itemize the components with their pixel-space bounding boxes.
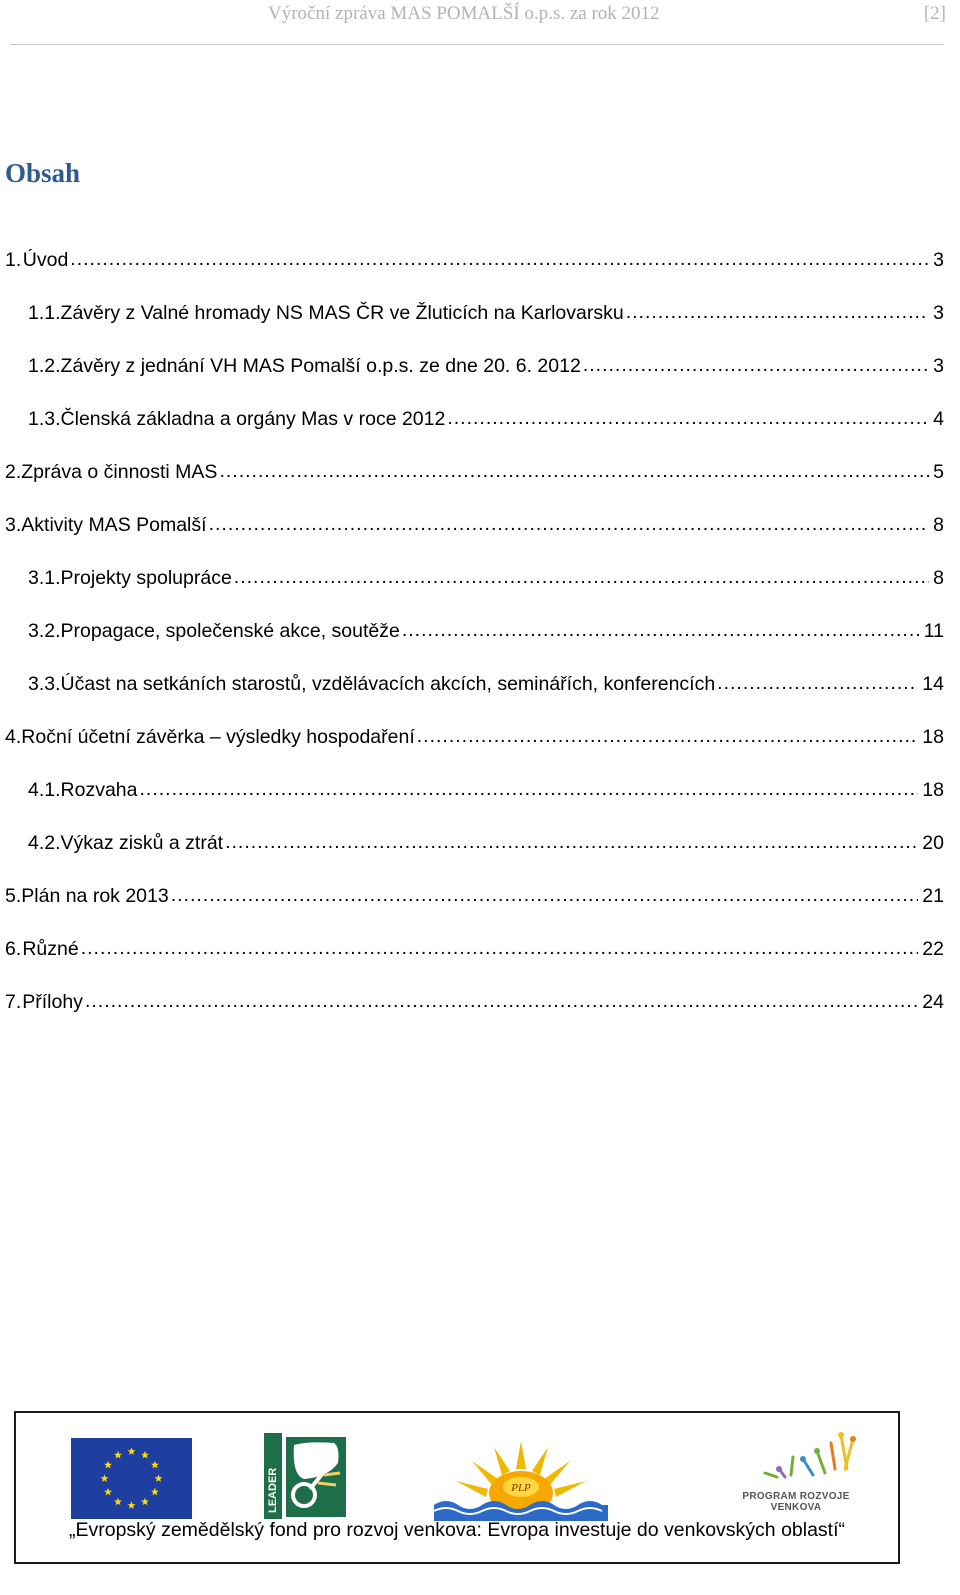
toc-entry-title: Plán na rok 2013 xyxy=(21,885,169,907)
toc-entry-page: 24 xyxy=(922,991,944,1013)
toc-dot-leader xyxy=(402,619,920,642)
toc-entry-number: 3.1. xyxy=(28,567,61,589)
toc-dot-leader xyxy=(81,937,919,960)
toc-entry[interactable] xyxy=(5,726,944,756)
toc-entry-title: Rozvaha xyxy=(60,779,138,801)
toc-entry[interactable] xyxy=(5,514,944,544)
toc-entry-title: Propagace, společenské akce, soutěže xyxy=(60,620,400,642)
toc-entry-number: 2. xyxy=(5,461,22,483)
toc-entry-page: 20 xyxy=(922,832,944,854)
toc-heading: Obsah xyxy=(5,158,81,188)
toc-entry-number: 5. xyxy=(5,885,22,907)
toc-entry-title: Výkaz zisků a ztrát xyxy=(60,832,224,854)
header-divider xyxy=(10,44,944,45)
toc-entry-page: 14 xyxy=(922,673,944,695)
svg-text:PLP: PLP xyxy=(511,1482,531,1494)
header-page-number: [2] xyxy=(923,3,946,24)
toc-entry-title: Členská základna a orgány Mas v roce 2012 xyxy=(60,408,446,430)
toc-entry-page: 21 xyxy=(922,885,944,907)
leader-logo-icon xyxy=(264,1433,348,1519)
toc-entry-title: Závěry z jednání VH MAS Pomalší o.p.s. ze dne 20. 6. 2012 xyxy=(60,355,581,377)
toc-entry[interactable] xyxy=(28,302,944,332)
toc-entry-title: Úvod xyxy=(22,249,69,271)
toc-entry-page: 8 xyxy=(933,514,944,536)
toc-entry-page: 5 xyxy=(933,461,944,483)
toc-entry-page: 3 xyxy=(933,355,944,377)
toc-entry[interactable] xyxy=(5,885,944,915)
toc-entry[interactable] xyxy=(28,567,944,597)
toc-entry-title: Různé xyxy=(22,938,79,960)
toc-entry[interactable] xyxy=(28,620,944,650)
svg-text:LEADER: LEADER xyxy=(267,1467,279,1513)
prv-label: PROGRAM ROZVOJE VENKOVA xyxy=(742,1491,850,1513)
toc-entry[interactable] xyxy=(28,673,944,703)
toc-dot-leader xyxy=(140,778,919,801)
toc-entry-title: Závěry z Valné hromady NS MAS ČR ve Žluticích na Karlovarsku xyxy=(60,302,624,324)
toc-dot-leader xyxy=(219,460,929,483)
toc-entry-number: 4. xyxy=(5,726,22,748)
toc-entry[interactable] xyxy=(28,355,944,385)
toc-entry-number: 1.3. xyxy=(28,408,61,430)
page-header xyxy=(0,0,960,48)
mas-pomalsi-logo-icon xyxy=(434,1441,608,1521)
toc-entry-title: Projekty spolupráce xyxy=(60,567,232,589)
toc-entry-title: Roční účetní závěrka – výsledky hospodaření xyxy=(21,726,415,748)
toc-dot-leader xyxy=(417,725,919,748)
toc-entry[interactable] xyxy=(28,779,944,809)
eu-flag-icon xyxy=(71,1438,192,1519)
toc-dot-leader xyxy=(717,672,918,695)
toc-entry-title: Účast na setkáních starostů, vzdělávacích akcích, seminářích, konferencích xyxy=(60,673,716,695)
toc-entry-number: 7. xyxy=(5,991,22,1013)
toc-entry-number: 1. xyxy=(5,249,22,271)
toc-entry[interactable] xyxy=(5,991,944,1021)
toc-dot-leader xyxy=(225,831,918,854)
toc-entry[interactable] xyxy=(5,938,944,968)
toc-dot-leader xyxy=(447,407,929,430)
toc-entry-number: 1.2. xyxy=(28,355,61,377)
toc-dot-leader xyxy=(234,566,929,589)
toc-entry-number: 4.1. xyxy=(28,779,61,801)
toc-entry-title: Zpráva o činnosti MAS xyxy=(21,461,218,483)
toc-entry-page: 22 xyxy=(922,938,944,960)
toc-entry-number: 3.3. xyxy=(28,673,61,695)
toc-dot-leader xyxy=(85,990,918,1013)
footer-slogan: „Evropský zemědělský fond pro rozvoj venkova: Evropa investuje do venkovských oblastí“ xyxy=(68,1519,846,1541)
toc-entry-page: 18 xyxy=(922,726,944,748)
toc-entry-number: 4.2. xyxy=(28,832,61,854)
toc-entry-number: 1.1. xyxy=(28,302,61,324)
toc-entry-page: 3 xyxy=(933,302,944,324)
toc-dot-leader xyxy=(70,248,929,271)
toc-entry-title: Aktivity MAS Pomalší xyxy=(21,514,207,536)
toc-entry[interactable] xyxy=(5,249,944,279)
toc-entry-number: 3. xyxy=(5,514,22,536)
toc-entry-title: Přílohy xyxy=(22,991,83,1013)
toc-dot-leader xyxy=(171,884,919,907)
toc-dot-leader xyxy=(583,354,929,377)
toc-entry-page: 18 xyxy=(922,779,944,801)
toc-entry-page: 3 xyxy=(933,249,944,271)
toc-entry-page: 11 xyxy=(923,620,944,642)
toc-entry[interactable] xyxy=(28,408,944,438)
toc-dot-leader xyxy=(626,301,929,324)
toc-entry-page: 4 xyxy=(933,408,944,430)
footer-logo-box xyxy=(14,1411,900,1564)
toc-entry[interactable] xyxy=(28,832,944,862)
toc-entry-page: 8 xyxy=(933,567,944,589)
toc-entry-number: 6. xyxy=(5,938,22,960)
toc-entry[interactable] xyxy=(5,461,944,491)
toc-dot-leader xyxy=(209,513,930,536)
toc-entry-number: 3.2. xyxy=(28,620,61,642)
header-title: Výroční zpráva MAS POMALŠÍ o.p.s. za rok 2012 xyxy=(268,3,660,24)
